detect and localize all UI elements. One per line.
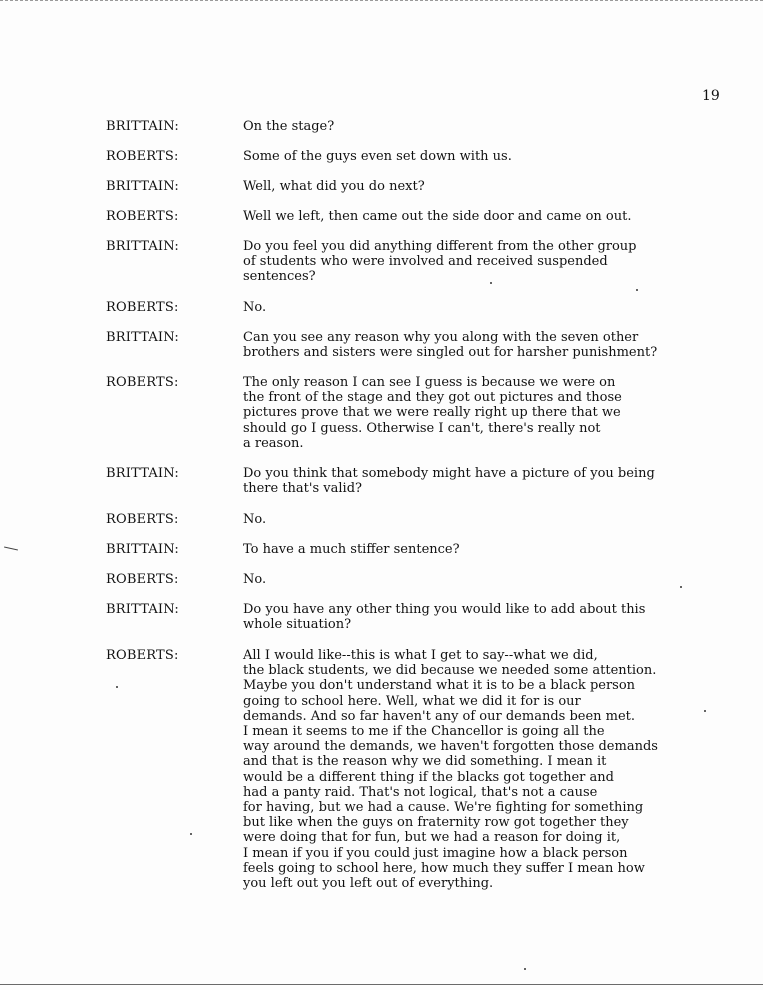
utterance-line: would be a different thing if the blacks got together and: [243, 769, 614, 785]
utterance-line: I mean it seems to me if the Chancellor is going all the: [243, 724, 605, 740]
utterance: [243, 149, 723, 164]
utterance: [243, 572, 723, 587]
speaker-name: BRITTAIN:: [106, 119, 179, 134]
utterance-line: there that's valid?: [243, 481, 362, 497]
utterance-line: Some of the guys even set down with us.: [243, 149, 512, 164]
utterance: [243, 375, 723, 451]
speaker-name: ROBERTS:: [106, 209, 179, 224]
utterance-line: Well, what did you do next?: [243, 179, 425, 194]
margin-mark: [4, 547, 18, 551]
utterance: [243, 209, 723, 224]
utterance-line: whole situation?: [243, 617, 352, 633]
utterance-line: going to school here. Well, what we did it for is our: [243, 693, 581, 709]
scan-speck: [190, 833, 192, 835]
speaker-name: ROBERTS:: [106, 572, 179, 587]
utterance: [243, 119, 723, 134]
utterance-line: the black students, we did because we needed some attention.: [243, 663, 657, 679]
utterance-line: On the stage?: [243, 119, 335, 134]
utterance-line: of students who were involved and received suspended: [243, 254, 608, 270]
utterance: [243, 466, 723, 496]
utterance-line: All I would like--this is what I get to say--what we did,: [243, 648, 598, 663]
utterance-line: To have a much stiffer sentence?: [243, 542, 460, 557]
utterance: [243, 602, 723, 632]
utterance-line: The only reason I can see I guess is because we were on: [243, 375, 616, 390]
utterance: [243, 542, 723, 557]
utterance-line: but like when the guys on fraternity row got together they: [243, 815, 629, 831]
utterance-line: a reason.: [243, 435, 304, 451]
scan-speck: [636, 289, 638, 291]
speaker-name: ROBERTS:: [106, 149, 179, 164]
utterance-line: way around the demands, we haven't forgotten those demands: [243, 739, 658, 755]
utterance-line: Can you see any reason why you along with the seven other: [243, 330, 639, 345]
utterance-line: for having, but we had a cause. We're fighting for something: [243, 800, 644, 816]
utterance-line: No.: [243, 300, 267, 315]
scan-speck: [116, 686, 118, 688]
utterance-line: you left out you left out of everything.: [243, 876, 494, 892]
utterance-line: the front of the stage and they got out pictures and those: [243, 390, 622, 406]
utterance-line: brothers and sisters were singled out for harsher punishment?: [243, 345, 658, 361]
utterance: [243, 512, 723, 527]
speaker-name: BRITTAIN:: [106, 239, 179, 254]
scan-speck: [680, 586, 682, 588]
utterance-line: and that is the reason why we did something. I mean it: [243, 754, 607, 770]
utterance: [243, 648, 723, 891]
utterance-line: were doing that for fun, but we had a reason for doing it,: [243, 830, 621, 846]
scan-speck: [490, 282, 492, 284]
utterance: [243, 179, 723, 194]
utterance-line: had a panty raid. That's not logical, that's not a cause: [243, 784, 598, 800]
utterance-line: demands. And so far haven't any of our demands been met.: [243, 708, 636, 724]
speaker-name: ROBERTS:: [106, 648, 179, 663]
utterance-line: feels going to school here, how much they suffer I mean how: [243, 860, 645, 876]
utterance-line: No.: [243, 512, 267, 527]
utterance-line: Do you have any other thing you would like to add about this: [243, 602, 646, 617]
scan-speck: [704, 710, 706, 712]
speaker-name: ROBERTS:: [106, 375, 179, 390]
utterance: [243, 239, 723, 285]
speaker-name: BRITTAIN:: [106, 602, 179, 617]
page-number: 19: [702, 88, 720, 104]
utterance-line: sentences?: [243, 269, 316, 285]
utterance-line: Well we left, then came out the side door and came on out.: [243, 209, 632, 224]
utterance-line: Do you feel you did anything different from the other group: [243, 239, 637, 254]
utterance: [243, 300, 723, 315]
bottom-edge-rule: [0, 984, 763, 985]
utterance-line: I mean if you if you could just imagine how a black person: [243, 845, 628, 861]
utterance-line: pictures prove that we were really right up there that we: [243, 405, 621, 421]
utterance-line: Do you think that somebody might have a picture of you being: [243, 466, 655, 481]
speaker-name: BRITTAIN:: [106, 179, 179, 194]
utterance-line: No.: [243, 572, 267, 587]
utterance-line: should go I guess. Otherwise I can't, there's really not: [243, 420, 601, 436]
speaker-name: ROBERTS:: [106, 512, 179, 527]
speaker-name: BRITTAIN:: [106, 330, 179, 345]
utterance: [243, 330, 723, 360]
speaker-name: ROBERTS:: [106, 300, 179, 315]
top-edge-rule: [0, 0, 763, 1]
speaker-name: BRITTAIN:: [106, 466, 179, 481]
scan-speck: [524, 968, 526, 970]
utterance-line: Maybe you don't understand what it is to be a black person: [243, 678, 636, 694]
speaker-name: BRITTAIN:: [106, 542, 179, 557]
